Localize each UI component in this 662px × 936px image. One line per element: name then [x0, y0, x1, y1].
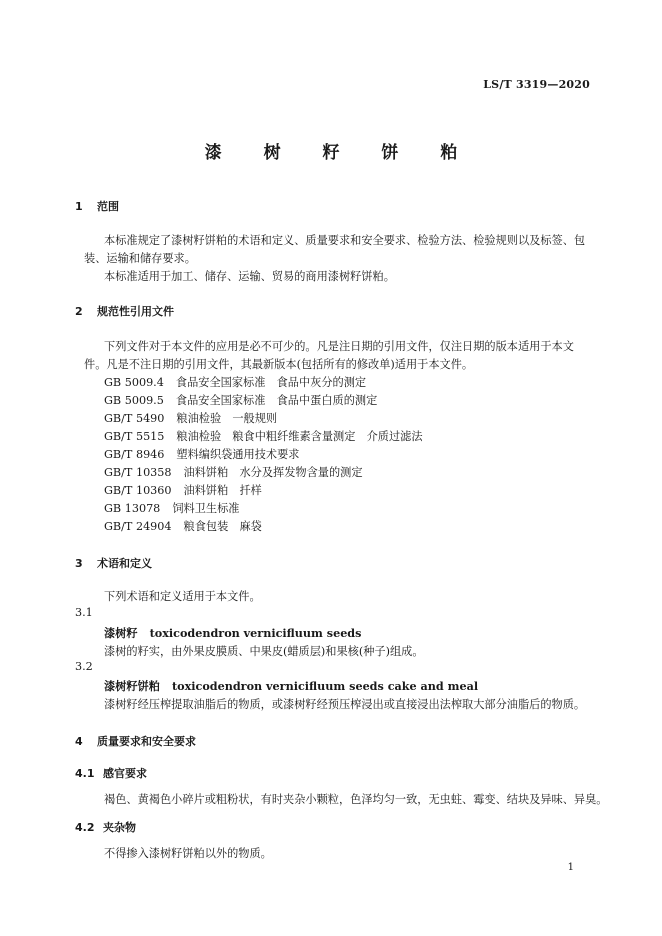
term-zh: 漆树籽饼粕 [104, 679, 160, 693]
subsection-title: 夹杂物 [103, 821, 136, 834]
subsection-4-2-heading [75, 819, 136, 835]
section-number: 3 [75, 557, 83, 570]
reference-name: 食品安全国家标准 食品中蛋白质的测定 [175, 394, 378, 407]
section-number: 4 [75, 735, 83, 748]
impurities-text: 不得掺入漆树籽饼粕以外的物质。 [104, 847, 272, 860]
reference-item [104, 500, 239, 516]
reference-item [104, 464, 363, 480]
term-definition: 漆树籽经压榨提取油脂后的物质，或漆树籽经预压榨浸出或直接浸出法榨取大部分油脂后的物质。 [104, 698, 586, 711]
section-3-heading [75, 555, 152, 571]
reference-code: GB/T 10360 [104, 484, 172, 497]
subsection-number: 4.2 [75, 821, 95, 834]
term-number: 3.2 [75, 660, 93, 673]
section-title: 范围 [97, 200, 119, 213]
sensory-requirements-text: 褐色、黄褐色小碎片或粗粉状，有时夹杂小颗粒，色泽均匀一致，无虫蛀、霉变、结块及异味、异臭。 [104, 793, 608, 806]
section-title: 术语和定义 [97, 557, 152, 570]
scope-paragraph-line-2: 装、运输和储存要求。 [84, 252, 196, 265]
references-intro-line-1: 下列文件对于本文件的应用是必不可少的。凡是注日期的引用文件，仅注日期的版本适用于本文 [104, 340, 574, 353]
reference-name: 粮食包装 麻袋 [183, 520, 262, 533]
terms-intro: 下列术语和定义适用于本文件。 [104, 590, 261, 603]
reference-item [104, 446, 300, 462]
reference-name: 粮油检验 粮食中粗纤维素含量测定 介质过滤法 [176, 430, 423, 443]
term-zh: 漆树籽 [104, 626, 138, 640]
page-number: 1 [567, 862, 574, 873]
term-definition: 漆树的籽实，由外果皮膜质、中果皮(蜡质层)和果核(种子)组成。 [104, 645, 424, 658]
section-title: 规范性引用文件 [97, 305, 174, 318]
reference-name: 油料饼粕 扦样 [183, 484, 262, 497]
section-title: 质量要求和安全要求 [97, 735, 196, 748]
reference-item [104, 374, 366, 390]
reference-name: 饲料卫生标准 [172, 502, 240, 515]
term-number: 3.1 [75, 606, 93, 619]
reference-item [104, 428, 423, 444]
reference-code: GB 5009.4 [104, 376, 164, 389]
section-4-heading [75, 733, 196, 749]
section-number: 2 [75, 305, 83, 318]
section-number: 1 [75, 200, 83, 213]
reference-code: GB/T 5490 [104, 412, 165, 425]
standard-code: LS/T 3319—2020 [483, 78, 590, 91]
subsection-number: 4.1 [75, 767, 95, 780]
reference-code: GB/T 24904 [104, 520, 172, 533]
reference-item [104, 482, 262, 498]
reference-item [104, 518, 262, 534]
reference-code: GB/T 5515 [104, 430, 165, 443]
reference-code: GB 5009.5 [104, 394, 164, 407]
term-heading [104, 678, 478, 694]
reference-name: 塑料编织袋通用技术要求 [176, 448, 300, 461]
reference-name: 粮油检验 一般规则 [176, 412, 278, 425]
subsection-4-1-heading [75, 765, 147, 781]
term-en: toxicodendron vernicifluum seeds [149, 626, 362, 640]
reference-item [104, 410, 277, 426]
scope-paragraph-2: 本标准适用于加工、储存、运输、贸易的商用漆树籽饼粕。 [104, 270, 395, 283]
reference-code: GB/T 8946 [104, 448, 165, 461]
reference-item [104, 392, 377, 408]
section-1-heading [75, 198, 119, 214]
section-2-heading [75, 303, 174, 319]
reference-name: 油料饼粕 水分及挥发物含量的测定 [183, 466, 363, 479]
reference-name: 食品安全国家标准 食品中灰分的测定 [175, 376, 367, 389]
term-en: toxicodendron vernicifluum seeds cake and meal [171, 679, 479, 693]
document-title: 漆 树 籽 饼 粕 [204, 143, 476, 163]
references-intro-line-2: 件。凡是不注日期的引用文件，其最新版本(包括所有的修改单)适用于本文件。 [84, 358, 474, 371]
subsection-title: 感官要求 [103, 767, 147, 780]
reference-code: GB 13078 [104, 502, 161, 515]
scope-paragraph-line-1: 本标准规定了漆树籽饼粕的术语和定义、质量要求和安全要求、检验方法、检验规则以及标签、包 [104, 234, 586, 247]
reference-code: GB/T 10358 [104, 466, 172, 479]
term-heading [104, 625, 361, 641]
